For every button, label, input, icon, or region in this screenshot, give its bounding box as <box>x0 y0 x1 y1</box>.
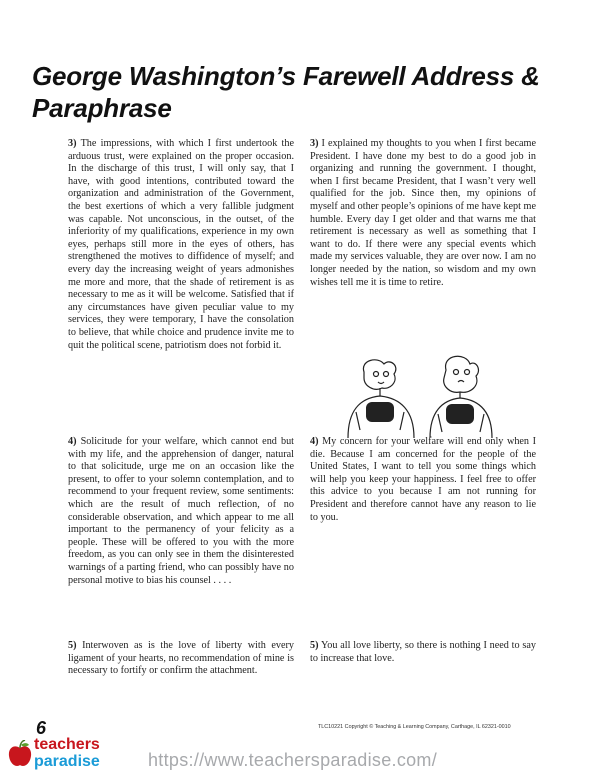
paragraph-text: You all love liberty, so there is nothing I need to say to increase that love. <box>310 640 536 664</box>
original-paragraph-4 <box>68 436 294 587</box>
paraphrase-paragraph-4 <box>310 436 536 524</box>
logo-text-teachers: teachers <box>34 736 100 753</box>
paragraph-number: 3) <box>310 138 319 149</box>
paragraph-text: My concern for your welfare will end only when I die. Because I am concerned for the people of the United States, I want to tell you some things which will help you keep your happiness. I feel free to offer this advice to you because I am not running for President and therefore cannot have any reason to lie to you. <box>310 436 537 523</box>
paragraph-text: I explained my thoughts to you when I first became President. I have done my best to do a good job in organizing and running the government. I thought, when I first became President, that I wasn’t very well qualified for the job. Since then, my opinions of myself and other people’s opinions of me have kept me humble. Every day I get older and that warns me that retirement is necessary as well as something that I want to do. If there were any special events which made my services valuable, they are over now. I am no longer needed by the nation, so wisdom and my own wishes tell me it is time to retire. <box>310 138 536 288</box>
teachers-paradise-logo <box>4 736 144 774</box>
apple-icon <box>8 740 32 768</box>
paraphrase-paragraph-3 <box>310 138 536 289</box>
two-figures-illustration <box>330 350 515 440</box>
paragraph-number: 3) <box>68 138 77 149</box>
logo-text-paradise: paradise <box>34 753 100 770</box>
paraphrase-paragraph-5 <box>310 640 536 665</box>
page-number: 6 <box>36 718 47 738</box>
page-title: George Washington’s Farewell Address & Paraphrase <box>32 61 540 123</box>
paragraph-text: Solicitude for your welfare, which cannot end but with my life, and the apprehension of danger, natural to that solicitude, urge me on an occasion like the present, to offer to your solemn contemplation, and to recommend to your frequent review, some sentiments: which are the result of much reflection, of no considerable observation, and which appear to me all important to the permanency of your felicity as a people. These will be offered to you with the more freedom, as you can only see in them the disinterested warnings of a parting friend, who can possibly have no personal motive to bias his counsel . . . . <box>68 436 295 586</box>
paragraph-text: Interwoven as is the love of liberty with every ligament of your hearts, no recommendation of mine is necessary to fortify or confirm the attachment. <box>68 640 294 677</box>
watermark-url: https://www.teachersparadise.com/ <box>148 750 438 770</box>
original-paragraph-3 <box>68 138 294 352</box>
original-paragraph-5 <box>68 640 294 678</box>
paragraph-number: 5) <box>310 640 319 651</box>
paragraph-text: The impressions, with which I first undertook the arduous trust, were explained on the proper occasion. In the discharge of this trust, I will only say, that I have, with good intentions, contributed toward the organization and administration of the Government, the best exertions of which a very fallible judgment was capable. Not unconscious, in the outset, of the inferiority of my qualifications, experience in my own eyes, perhaps still more in the eyes of others, has strengthened the motives to diffidence of myself; and every day the increasing weight of years admonishes me more and more, that the shade of retirement is as necessary to me as it will be welcome. Satisfied that if any circumstances have given peculiar value to my services, they were temporary, I have the consolation to believe, that while choice and prudence invite me to quit the political scene, patriotism does not forbid it. <box>68 138 294 351</box>
paragraph-number: 4) <box>68 436 77 447</box>
paragraph-number: 4) <box>310 436 319 447</box>
copyright-notice: TLC10221 Copyright © Teaching & Learning Company, Carthage, IL 62321-0010 <box>318 724 511 730</box>
paragraph-number: 5) <box>68 640 77 651</box>
